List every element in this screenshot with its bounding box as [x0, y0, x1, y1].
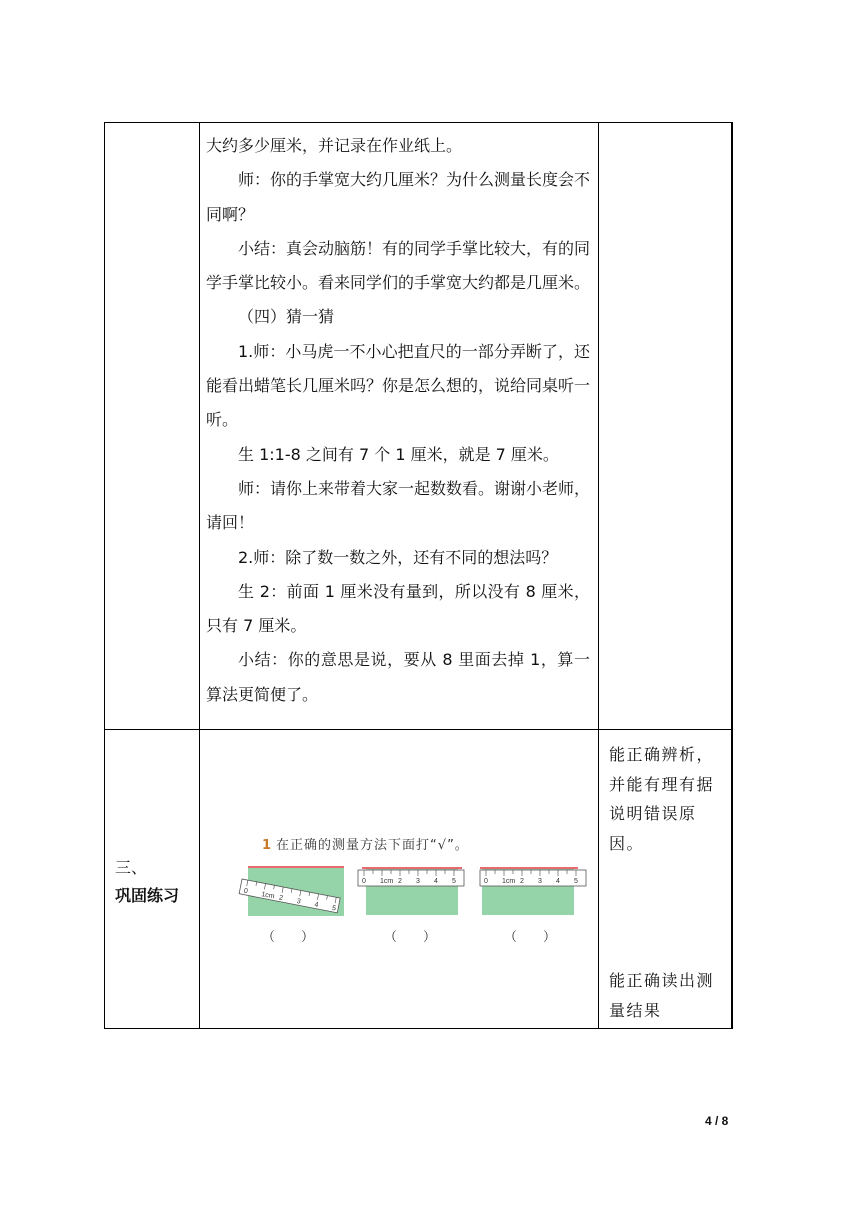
paragraph: 生 2：前面 1 厘米没有量到，所以没有 8 厘米，只有 7 厘米。: [206, 581, 590, 636]
tick-label: 2: [278, 894, 284, 903]
answer-blank-1[interactable]: （ ）: [262, 930, 315, 945]
section-label-cell: [105, 730, 200, 1029]
tick-label: 4: [556, 878, 560, 885]
tick-label: 3: [296, 897, 302, 906]
tick-label: 5: [331, 904, 337, 913]
tick-label: 5: [574, 878, 578, 885]
ruler-correct: [480, 870, 586, 886]
ruler-illustrations: [236, 860, 596, 930]
exercise-number: 1: [262, 838, 273, 853]
tick-label: 0: [243, 887, 249, 896]
paragraph: 大约多少厘米，并记录在作业纸上。: [206, 136, 463, 155]
figure-2: [358, 868, 464, 915]
section-number: 三、: [115, 858, 148, 877]
tick-label: 0: [362, 878, 366, 885]
tick-label: 3: [538, 878, 542, 885]
answer-blank-2[interactable]: （ ）: [384, 930, 437, 945]
lesson-plan-table: [104, 122, 733, 1029]
paragraph: 1.师：小马虎一不小心把直尺的一部分弄断了，还能看出蜡笔长几厘米吗？你是怎么想的，说给同桌听一听。: [206, 341, 591, 430]
section-label-cell: [105, 123, 200, 730]
exercise-cell: [200, 730, 599, 1029]
table-row: [105, 123, 733, 730]
paragraph: 小结：你的意思是说，要从 8 里面去掉 1，算一算法更简便了。: [206, 650, 590, 704]
measurement-exercise: [200, 730, 598, 1028]
tick-label: 3: [416, 878, 420, 885]
tick-label: 2: [398, 878, 402, 885]
exercise-instruction: 在正确的测量方法下面打“√”。: [276, 838, 469, 853]
page-number: 4 / 8: [705, 1114, 729, 1128]
exercise-title: [262, 834, 469, 853]
paragraph: 生 1:1-8 之间有 7 个 1 厘米，就是 7 厘米。: [238, 444, 559, 464]
tick-label: 1cm: [260, 891, 276, 901]
answer-blank-3[interactable]: （ ）: [504, 930, 557, 945]
tick-label: 4: [313, 901, 319, 909]
tick-label: 0: [484, 878, 488, 885]
goal-note-2: 能正确读出测量结果: [609, 971, 715, 1020]
paragraph: 2.师：除了数一数之外，还有不同的想法吗？: [238, 547, 558, 567]
figure-3: [480, 868, 586, 915]
paragraph: （四）猜一猜: [238, 307, 335, 327]
tick-label: 1cm: [502, 878, 516, 885]
tick-label: 2: [520, 878, 524, 885]
ruler-straight: [358, 870, 464, 886]
paragraph: 师：你的手掌宽大约几厘米？为什么测量长度会不同啊？: [206, 170, 591, 224]
section-title: 巩固练习: [115, 886, 180, 905]
content-text: [200, 123, 598, 714]
paragraph: 师：请你上来带着大家一起数数看。谢谢小老师，请回！: [206, 478, 591, 533]
paragraph: 小结：真会动脑筋！有的同学手掌比较大，有的同学手掌比较小。看来同学们的手掌宽大约都是几厘米。: [206, 238, 591, 293]
table-row: [105, 730, 733, 1029]
goal-note-1: 能正确辨析，并能有理有据说明错误原因。: [609, 745, 715, 853]
tick-label: 1cm: [380, 878, 394, 885]
content-cell: [200, 123, 599, 730]
figure-1: [239, 867, 344, 916]
note-cell: [599, 730, 733, 1029]
tick-label: 4: [434, 878, 438, 885]
tick-label: 5: [452, 878, 456, 885]
note-cell: [599, 123, 733, 730]
